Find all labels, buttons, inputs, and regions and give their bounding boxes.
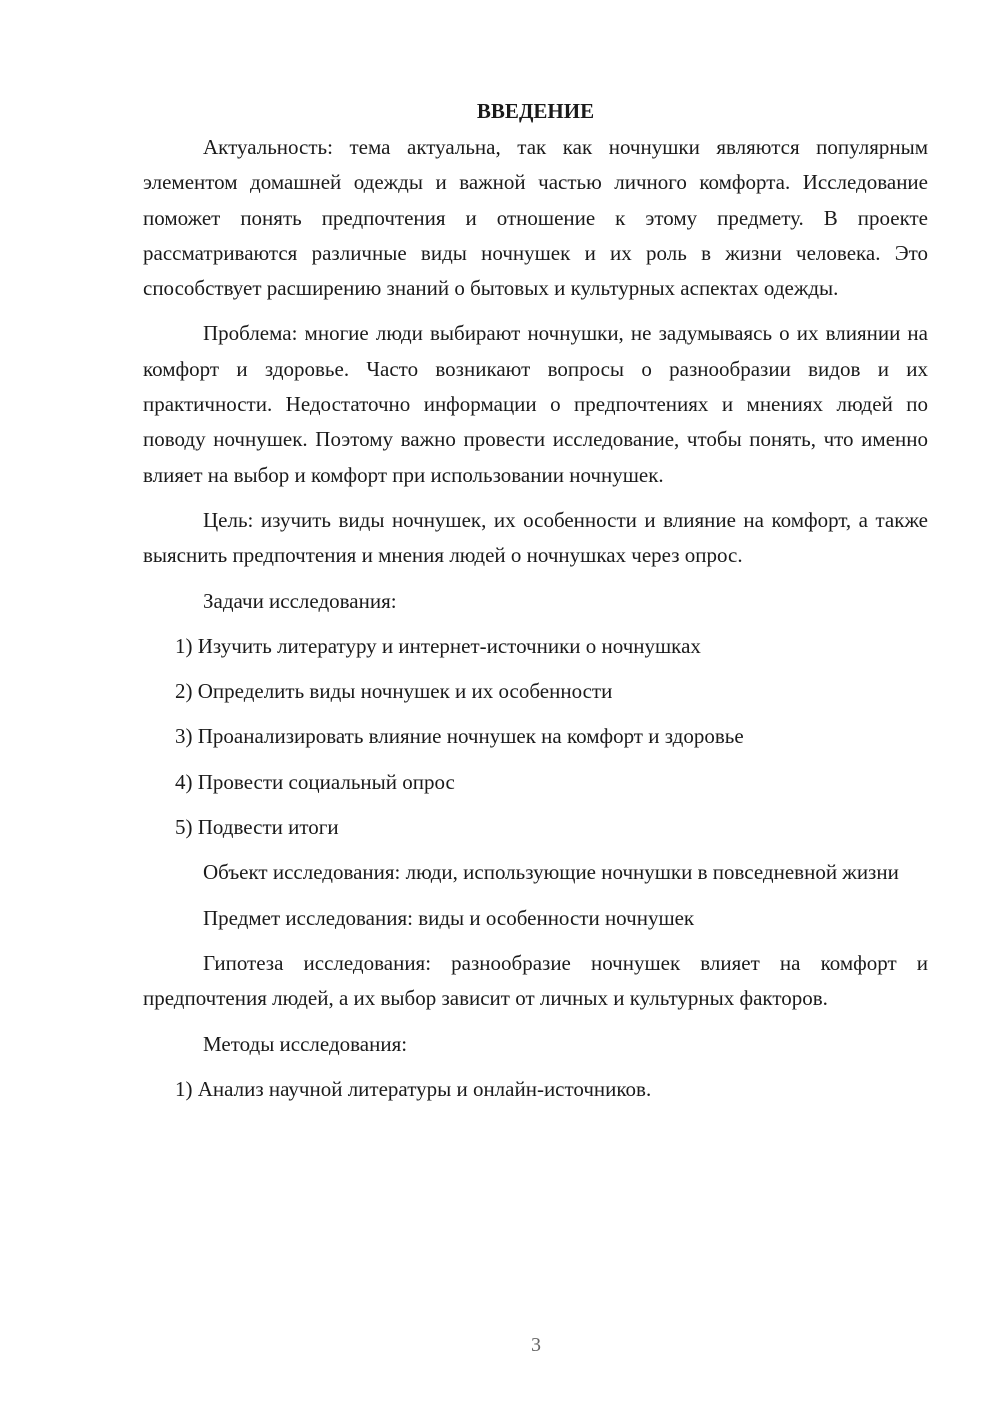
relevance-paragraph: Актуальность: тема актуальна, так как ночнушки являются популярным элементом домашней одежды и важной частью личного комфорта. Исследование поможет понять предпочтения и отношение к этому предмету. В проекте рассматриваются различные виды ночнушек и их роль в жизни человека. Это способствует расширению знаний о бытовых и культурных аспектах одежды. xyxy=(143,135,928,301)
problem-paragraph: Проблема: многие люди выбирают ночнушки, не задумываясь о их влиянии на комфорт и здоровье. Часто возникают вопросы о разнообразии видов и их практичности. Недостаточно информации о предпочтениях и мнениях людей по поводу ночнушек. Поэтому важно провести исследование, чтобы понять, что именно влияет на выбор и комфорт при использовании ночнушек. xyxy=(143,321,928,487)
goal-paragraph: Цель: изучить виды ночнушек, их особенности и влияние на комфорт, а также выяснить предпочтения и мнения людей о ночнушках через опрос. xyxy=(143,507,928,568)
task-item: 5) Подвести итоги xyxy=(175,815,339,840)
task-item: 1) Изучить литературу и интернет-источники о ночнушках xyxy=(175,633,701,658)
object-paragraph: Объект исследования: люди, использующие ночнушки в повседневной жизни xyxy=(203,860,899,885)
subject-paragraph: Предмет исследования: виды и особенности ночнушек xyxy=(203,905,695,930)
hypothesis-paragraph: Гипотеза исследования: разнообразие ночнушек влияет на комфорт и предпочтения людей, а их выбор зависит от личных и культурных факторов. xyxy=(143,950,928,1011)
task-item: 4) Провести социальный опрос xyxy=(175,769,455,794)
tasks-heading: Задачи исследования: xyxy=(203,588,397,613)
methods-heading: Методы исследования: xyxy=(203,1031,408,1056)
task-item: 3) Проанализировать влияние ночнушек на комфорт и здоровье xyxy=(175,724,744,749)
tasks-list xyxy=(143,629,928,845)
page-title: ВВЕДЕНИЕ xyxy=(476,99,595,123)
method-item: 1) Анализ научной литературы и онлайн-источников. xyxy=(175,1076,652,1101)
task-item: 2) Определить виды ночнушек и их особенности xyxy=(175,679,613,704)
page-number: 3 xyxy=(531,1334,541,1356)
methods-list xyxy=(143,1072,928,1107)
document-page xyxy=(143,96,928,1117)
